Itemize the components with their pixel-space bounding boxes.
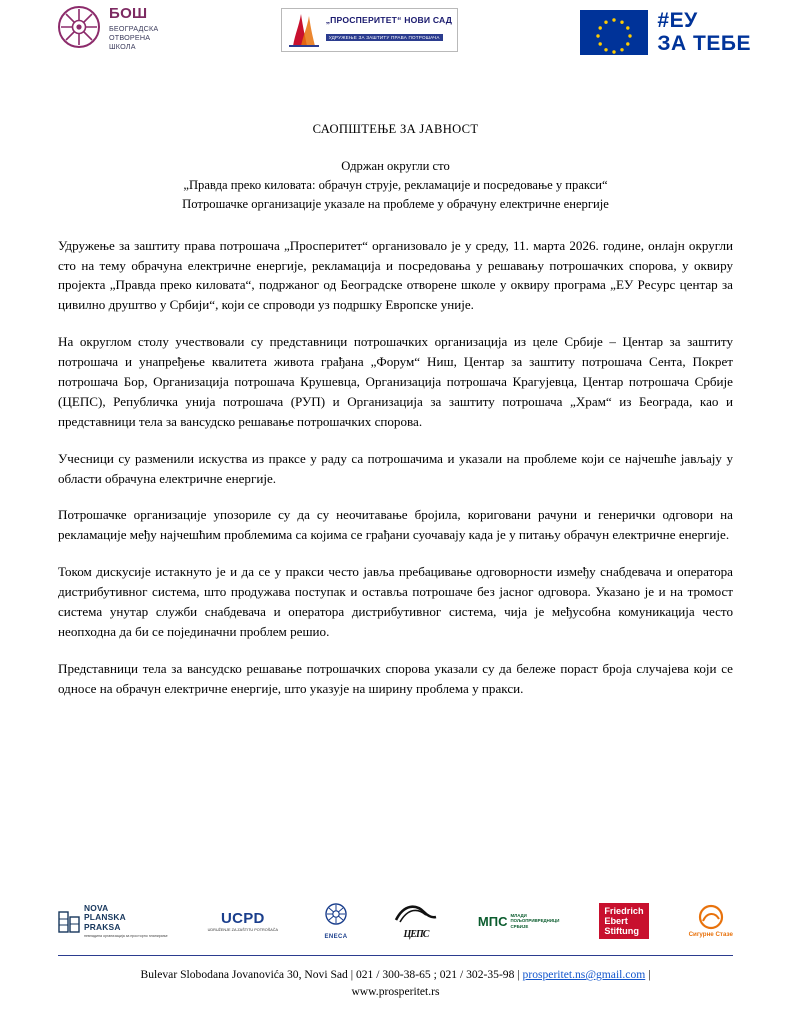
- eneca-logo: [318, 900, 354, 942]
- prosperitet-subtitle: УДРУЖЕЊЕ ЗА ЗАШТИТУ ПРАВА ПОТРОШАЧА: [326, 34, 443, 41]
- mps-line-3: СРБИЈЕ: [510, 923, 529, 929]
- sigurne-staze-wordmark: Сигурне Стазе: [688, 931, 733, 938]
- eu-logo: [580, 10, 751, 55]
- footer-address-phones: Bulevar Slobodana Jovanovića 30, Novi Sad | 021 / 300-38-65 ; 021 / 302-35-98 |: [140, 968, 523, 982]
- header-logo-row: [0, 0, 791, 78]
- np-line-1: NOVA: [84, 902, 109, 913]
- prosperitet-wordmark: [326, 16, 452, 44]
- bos-name-line-2: ОТВОРЕНА: [109, 32, 151, 42]
- np-wordmark: [84, 904, 168, 932]
- mps-wordmark: [510, 913, 559, 930]
- nova-planska-praksa-logo: [58, 900, 168, 942]
- friedrich-ebert-stiftung-logo: [599, 900, 648, 942]
- mps-line-2: ПОЉОПРИВРЕДНИЦИ: [510, 918, 560, 924]
- bos-spokes-icon: [58, 6, 100, 48]
- paragraph: Представници тела за вансудско решавање потрошачких спорова указали су да бележе пораст броја случајева који се односе на обрачун електричне енергије, што указује на ширину проблема у пракси.: [58, 660, 733, 696]
- np-subtitle: невладина организација за просторно планирање: [84, 933, 168, 938]
- mps-line-1: МЛАДИ: [510, 912, 527, 918]
- eu-line-1: #ЕУ: [657, 9, 698, 33]
- sigurne-staze-logo: [689, 900, 733, 942]
- eu-line-2: ЗА ТЕБЕ: [657, 31, 751, 55]
- fes-line-2: Ebert: [604, 915, 628, 926]
- mps-logo: [478, 900, 559, 942]
- footer-divider: [58, 955, 733, 956]
- ceps-logo: [394, 900, 438, 942]
- document-body: [58, 236, 733, 699]
- eneca-emblem-icon: [318, 902, 354, 928]
- bos-logo: [58, 6, 158, 51]
- np-grid-icon: [58, 908, 80, 934]
- ceps-swoosh-icon: [394, 902, 438, 924]
- prosperitet-flame-icon: [287, 12, 321, 48]
- footer-contact: [58, 967, 733, 1000]
- paragraph: Учесници су разменили искуства из праксе у раду са потрошачима и указали на проблеме који се најчешће јављају у области обрачуна електричне енергије.: [58, 450, 733, 486]
- page-title: САОПШТЕЊЕ ЗА ЈАВНОСТ: [312, 122, 479, 136]
- footer-website-link[interactable]: www.prosperitet.rs: [351, 984, 440, 998]
- ceps-wordmark: ЦЕПС: [403, 929, 429, 940]
- subtitle-line-1: Одржан округли сто: [341, 159, 450, 173]
- subtitle-line-2: „Правда преко киловата: обрачун струје, рекламације и посредовање у пракси“: [183, 177, 608, 192]
- paragraph: Удружење за заштиту права потрошача „Просперитет“ организовало је у среду, 11. марта 2026. године, онлајн округли сто на тему обрачуна електричне енергије, рекламација и посредовања у решавању потрошачких спорова, у оквиру пројекта „Правда преко киловата“, подржаног од Београдске отворене школе у оквиру програма „ЕУ Ресурс центар за цивилно друштво у Србији“, који се спроводи уз подршку Европске уније.: [58, 237, 733, 313]
- footer-pipe: |: [645, 968, 651, 982]
- prosperitet-logo: [281, 8, 458, 52]
- subtitle-line-3: Потрошачке организације указале на проблеме у обрачуну електричне енергије: [182, 196, 609, 211]
- fes-line-1: Friedrich: [604, 905, 644, 916]
- ucpd-wordmark: UCPD: [220, 910, 265, 927]
- bos-mark-icon: [58, 6, 102, 50]
- bos-name-line-1: БЕОГРАДСКА: [109, 23, 159, 33]
- np-building-icon: [58, 908, 80, 934]
- eneca-wordmark: ENECA: [324, 934, 348, 940]
- ucpd-subtitle: UDRUŽENJE ZA ZAŠTITU POTROŠAČA: [207, 928, 279, 932]
- bos-wordmark: [109, 6, 158, 51]
- eu-wordmark: [657, 10, 751, 54]
- bos-name-line-3: ШКОЛА: [109, 41, 136, 51]
- bos-full-name: [109, 24, 158, 51]
- paragraph: Потрошачке организације упозориле су да су неочитавање бројила, кориговани рачуни и генерички одговори на рекламације међу најчешћим проблемима са којима се грађани суочавају када је у питању обрачун електричне енергије.: [58, 507, 733, 543]
- footer-email-link[interactable]: prosperitet.ns@gmail.com: [522, 968, 646, 982]
- fes-line-3: Stiftung: [604, 926, 640, 937]
- fes-wordmark: [599, 903, 648, 940]
- sigurne-staze-circle-icon: [694, 904, 728, 930]
- prosperitet-title: „ПРОСПЕРИТЕТ“ НОВИ САД: [325, 14, 453, 25]
- np-line-3: PRAKSA: [84, 921, 121, 932]
- eu-flag-icon: [580, 10, 648, 55]
- footer-logo-row: [58, 900, 733, 942]
- document-subtitle: [58, 157, 733, 214]
- eu-stars-icon: [580, 10, 648, 55]
- np-line-2: PLANSKA: [84, 912, 126, 923]
- bos-acronym: БОШ: [109, 5, 148, 22]
- paragraph: Током дискусије истакнуто је и да се у пракси често јавља пребацивање одговорности између снабдевача и оператора дистрибутивног система, што продужава поступак и оставља потрошаче без јасног одговора. Указано је и на тромост система унутар служби снабдевача и оператора дистрибутивног система, чија је међусобна комуникација често неопходна да би се појединачни проблем решио.: [58, 564, 733, 639]
- paragraph: На округлом столу учествовали су представници потрошачких организација из целе Србије – Центар за заштиту потрошача и унапређење квалитета живота грађана „Форум“ Ниш, Центар за заштиту потрошача Сента, Покрет потрошача Бор, Организација потрошача Крушевца, Организација потрошача Крагујевца, Центар потрошача Србије (ЦЕПС), Републичка унија потрошача (РУП) и Организација за заштиту потрошача „Храм“ из Београда, као и представници тела за вансудско решавање потрошачких спорова.: [58, 334, 733, 429]
- ucpd-logo: [208, 900, 278, 942]
- sigurne-staze-mark-icon: [694, 904, 728, 930]
- mps-badge: МПС: [477, 913, 508, 929]
- prosperitet-mark-icon: [287, 12, 321, 48]
